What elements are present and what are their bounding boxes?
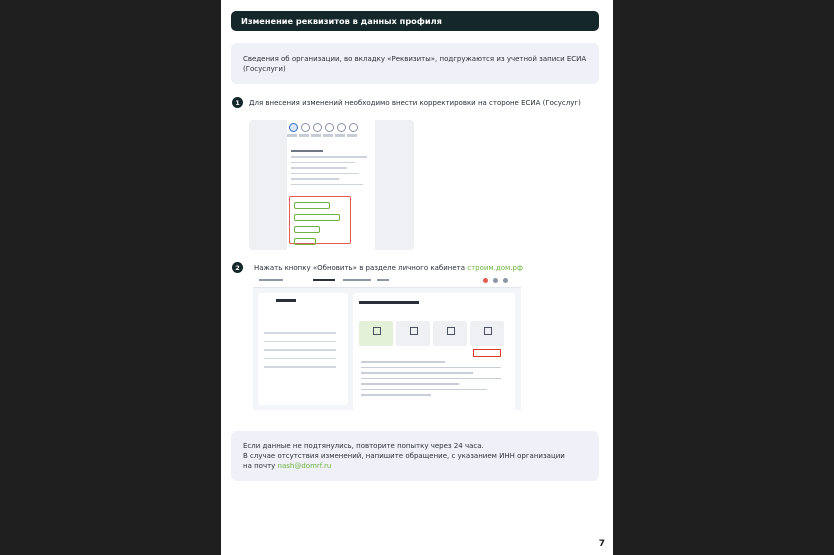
briefcase-icon	[289, 123, 298, 132]
page-number: 7	[598, 539, 605, 549]
screenshot-info-lines	[291, 146, 371, 189]
document-page	[221, 0, 613, 555]
step-1	[232, 97, 581, 108]
cabinet-screenshot	[253, 275, 521, 410]
update-button-highlight	[473, 349, 501, 357]
gear-icon	[349, 123, 358, 132]
step-2	[232, 262, 523, 273]
screenshot-left-menu	[258, 293, 348, 405]
step-1-number: 1	[232, 97, 243, 108]
step-2-number: 2	[232, 262, 243, 273]
email-link[interactable]: nash@domrf.ru	[277, 462, 332, 470]
screenshot-tab-icons	[289, 123, 358, 132]
step-2-text: Нажать кнопку «Обновить» в разделе личного кабинета строим.дом.рф	[254, 263, 523, 272]
step-1-text: Для внесения изменений необходимо внести корректировки на стороне ЕСИА (Госуслуг)	[249, 98, 581, 107]
esia-profile-screenshot	[249, 120, 414, 250]
section-header: Изменение реквизитов в данных профиля	[231, 11, 599, 31]
footer-line-3: на почту nash@domrf.ru	[243, 462, 332, 470]
footer-note	[231, 431, 599, 481]
clock-icon	[325, 123, 334, 132]
contact-info-highlight	[289, 196, 351, 244]
screenshot-tab-labels	[287, 134, 357, 137]
users-icon	[301, 123, 310, 132]
intro-text: Сведения об организации, во вкладку «Реквизиты», подгружаются из учетной записи ЕСИА (Госуслуги)	[243, 55, 587, 73]
cabinet-link[interactable]: строим.дом.рф	[467, 263, 523, 272]
footer-line-2: В случае отсутствия изменений, напишите обращение, с указанием ИНН организации	[243, 452, 565, 460]
footer-line-1: Если данные не подтянулись, повторите попытку через 24 часа.	[243, 442, 484, 450]
screenshot-org-info	[353, 293, 515, 410]
document-icon	[337, 123, 346, 132]
intro-callout	[231, 43, 599, 84]
screenshot-topbar	[253, 275, 521, 288]
link-icon	[313, 123, 322, 132]
